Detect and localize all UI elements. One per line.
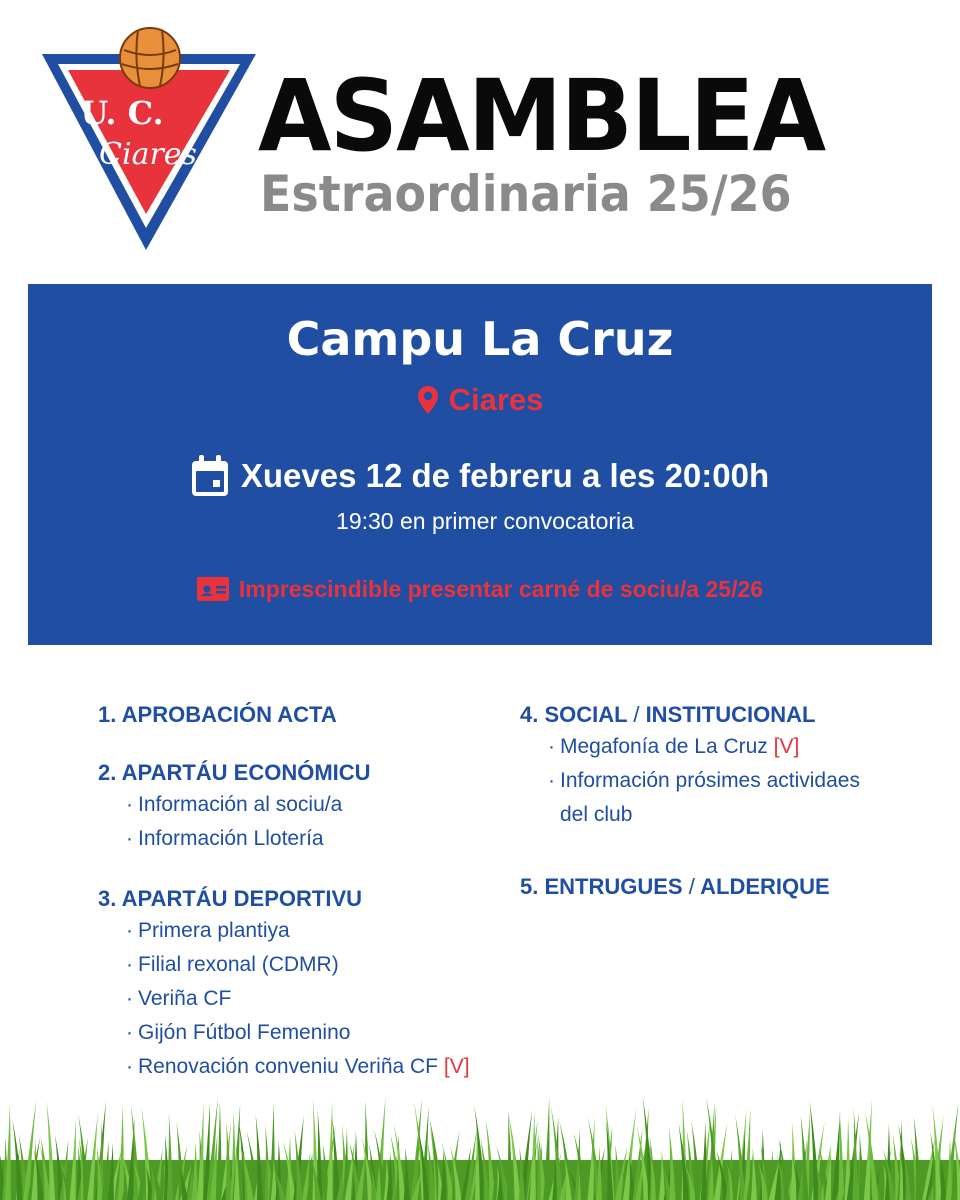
section-heading: 5. ENTRUGUES / ALDERIQUE [520,874,830,899]
venue-name: Campu La Cruz [286,312,674,366]
list-item: · Información Llotería [126,827,324,850]
agenda-right-column [520,700,950,930]
map-pin-icon [417,385,439,415]
card-note-text: Imprescindible presentar carné de sociu/a 25/26 [238,576,764,602]
agenda-left-column [98,700,528,1112]
list-item: · Megafonía de La Cruz [V] [548,735,800,758]
agenda-section-1 [98,700,528,730]
club-crest-logo [38,24,260,252]
list-item: · Información al sociu/a [126,793,343,816]
section-heading: 2. APARTÁU ECONÓMICU [98,760,371,785]
date-text: Xueves 12 de febreru a les 20:00h [240,457,770,494]
crest-line2: Ciares [99,137,197,172]
place-line [28,380,932,420]
event-info-box [28,284,932,645]
list-item-continuation: del club [560,803,633,826]
agenda-section-5 [520,872,950,902]
list-item: · Filial rexonal (CDMR) [126,953,339,976]
first-call-text: 19:30 en primer convocatoria [336,508,634,534]
list-item: · Información prósimes actividaes [548,769,860,792]
vote-mark: [V] [443,1055,470,1078]
place-name: Ciares [448,382,544,417]
agenda-section-3 [98,884,528,1084]
list-item: · Veriña CF [126,987,232,1010]
football-icon [120,28,180,88]
list-item: · Renovación conveniu Veriña CF [V] [126,1055,470,1078]
card-note-line [28,572,932,606]
section-heading: 4. SOCIAL / INSTITUCIONAL [520,702,816,727]
page-title: ASAMBLEA [258,59,825,174]
list-item: · Primera plantiya [126,919,290,942]
calendar-icon [191,455,229,497]
section-heading: 1. APROBACIÓN ACTA [98,702,337,727]
grass-decoration [0,1090,960,1200]
list-item: · Gijón Fútbol Femenino [126,1021,351,1044]
date-line [28,454,932,498]
crest-line1: U. C. [80,94,164,132]
agenda-section-4 [520,700,950,832]
id-card-icon [197,577,229,601]
page-subtitle: Estraordinaria 25/26 [260,165,792,223]
agenda-section-2 [98,758,528,856]
section-heading: 3. APARTÁU DEPORTIVU [98,886,363,911]
vote-mark: [V] [773,735,800,758]
